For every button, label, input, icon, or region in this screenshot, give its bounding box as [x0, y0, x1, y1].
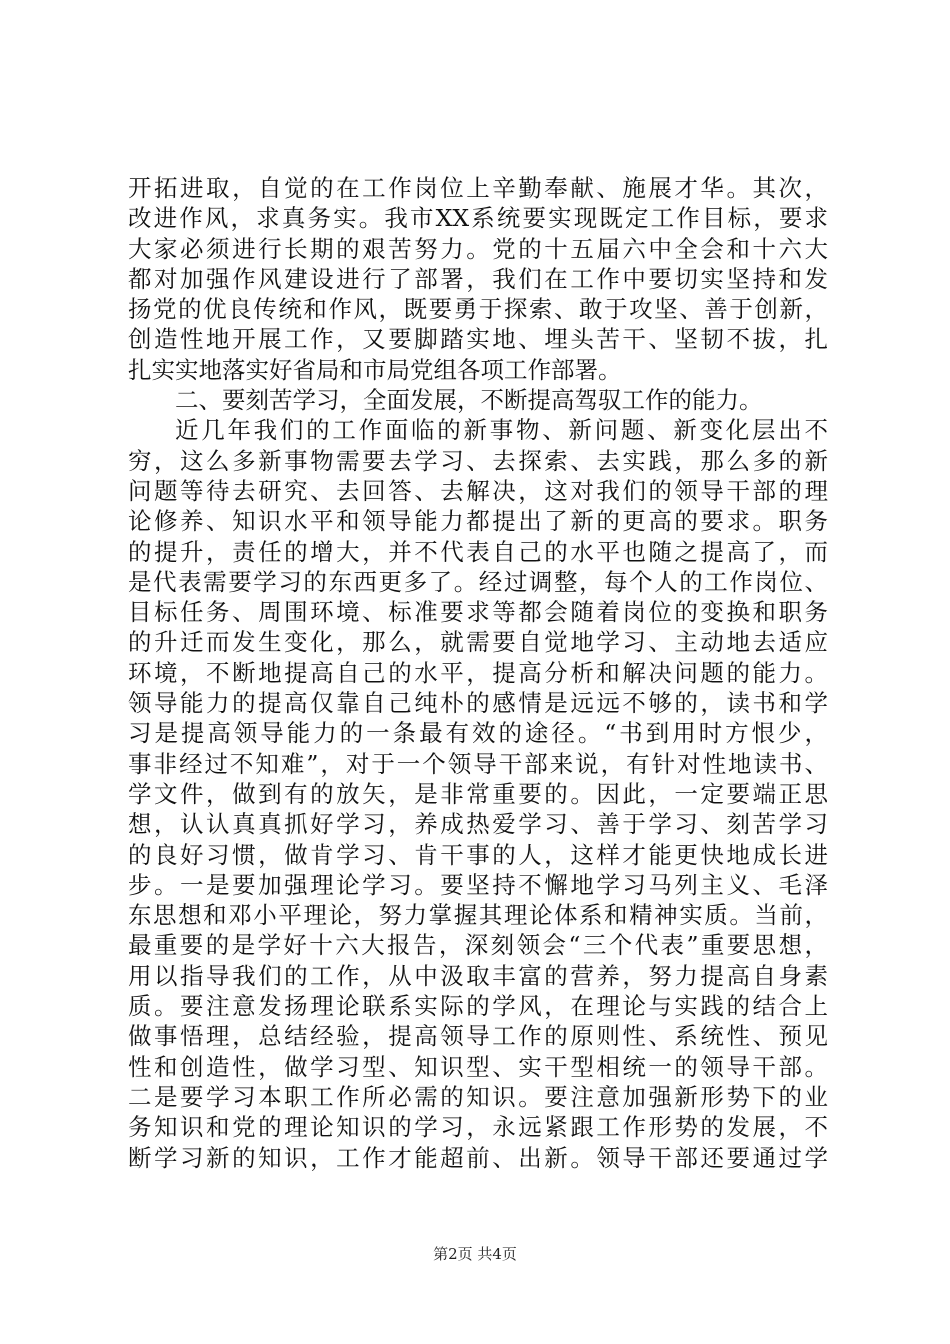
text-line: 是代表需要学习的东西更多了。经过调整，每个人的工作岗位、 — [128, 567, 828, 596]
text-line: 环境，不断地提高自己的水平，提高分析和解决问题的能力。 — [128, 658, 828, 687]
text-line: 改进作风，求真务实。我市XX系统要实现既定工作目标，要求 — [128, 204, 828, 233]
text-line: 创造性地开展工作，又要脚踏实地、埋头苦干、坚韧不拔，扎 — [128, 325, 828, 354]
text-line: 最重要的是学好十六大报告，深刻领会“三个代表”重要思想， — [128, 931, 828, 960]
text-line: 论修养、知识水平和领导能力都提出了新的更高的要求。职务 — [128, 507, 828, 536]
text-line: 二是要学习本职工作所必需的知识。要注意加强新形势下的业 — [128, 1082, 828, 1111]
text-line: 大家必须进行长期的艰苦努力。党的十五届六中全会和十六大 — [128, 234, 828, 263]
text-line: 问题等待去研究、去回答、去解决，这对我们的领导干部的理 — [128, 476, 828, 505]
text-line: 穷，这么多新事物需要去学习、去探索、去实践，那么多的新 — [128, 446, 828, 475]
text-line: 事非经过不知难”，对于一个领导干部来说，有针对性地读书、 — [128, 749, 828, 778]
text-line: 断学习新的知识，工作才能超前、出新。领导干部还要通过学 — [128, 1143, 828, 1172]
text-line: 的升迁而发生变化，那么，就需要自觉地学习、主动地去适应 — [128, 628, 828, 657]
text-line: 东思想和邓小平理论，努力掌握其理论体系和精神实质。当前， — [128, 901, 828, 930]
text-line: 步。一是要加强理论学习。要坚持不懈地学习马列主义、毛泽 — [128, 870, 828, 899]
text-line: 扬党的优良传统和作风，既要勇于探索、敢于攻坚、善于创新， — [128, 295, 828, 324]
text-line: 目标任务、周围环境、标准要求等都会随着岗位的变换和职务 — [128, 598, 828, 627]
text-line: 用以指导我们的工作，从中汲取丰富的营养，努力提高自身素 — [128, 961, 828, 990]
text-line: 的良好习惯，做肯学习、肯干事的人，这样才能更快地成长进 — [128, 840, 828, 869]
text-line: 学文件，做到有的放矢，是非常重要的。因此，一定要端正思 — [128, 779, 828, 808]
text-line: 质。要注意发扬理论联系实际的学风，在理论与实践的结合上 — [128, 992, 828, 1021]
text-line: 都对加强作风建设进行了部署，我们在工作中要切实坚持和发 — [128, 264, 828, 293]
text-line: 近几年我们的工作面临的新事物、新问题、新变化层出不 — [175, 416, 828, 445]
body-text — [128, 173, 828, 1173]
text-line: 性和创造性，做学习型、知识型、实干型相统一的领导干部。 — [128, 1052, 828, 1081]
page-number-footer: 第2页 共4页 — [433, 1245, 517, 1263]
text-line: 想，认认真真抓好学习，养成热爱学习、善于学习、刻苦学习 — [128, 810, 828, 839]
text-line: 扎实实地落实好省局和市局党组各项工作部署。 — [128, 355, 622, 384]
text-line: 做事悟理，总结经验，提高领导工作的原则性、系统性、预见 — [128, 1022, 828, 1051]
text-line: 习是提高领导能力的一条最有效的途径。“书到用时方恨少， — [128, 719, 828, 748]
text-line: 的提升，责任的增大，并不代表自己的水平也随之提高了，而 — [128, 537, 828, 566]
text-line: 务知识和党的理论知识的学习，永远紧跟工作形势的发展，不 — [128, 1113, 828, 1142]
text-line: 开拓进取，自觉的在工作岗位上辛勤奉献、施展才华。其次， — [128, 174, 828, 202]
text-line: 领导能力的提高仅靠自己纯朴的感情是远远不够的，读书和学 — [128, 689, 828, 718]
section-heading: 二、要刻苦学习，全面发展，不断提高驾驭工作的能力。 — [175, 386, 763, 415]
